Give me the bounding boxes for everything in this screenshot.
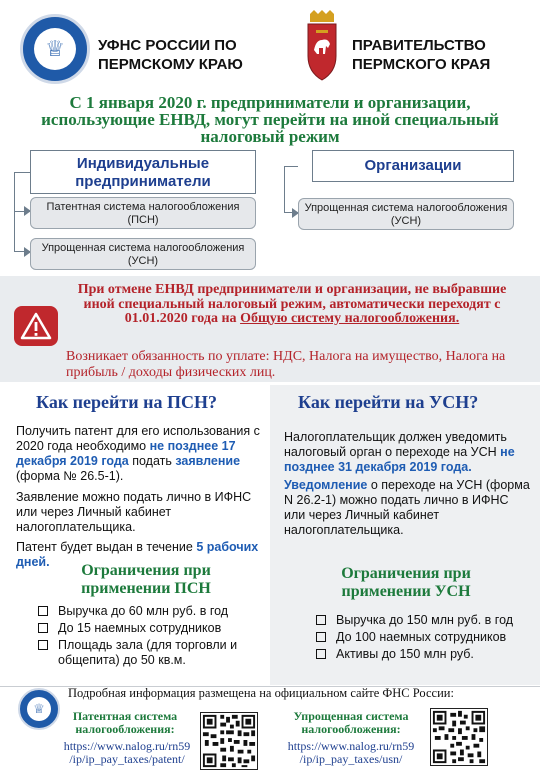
footer-info: Подробная информация размещена на официальном сайте ФНС России: — [68, 686, 454, 700]
usn-paragraph-2: Уведомление о переходе на УСН (форма N 26.2-1) можно подать лично в ИФНС или через Личный кабинет налогоплательщика. — [284, 478, 530, 537]
footer-psn-label: Патентная система налогообложения: — [72, 709, 178, 736]
warning-text — [66, 283, 518, 327]
footer-usn-url[interactable]: https://www.nalog.ru/rn59 /ip/ip_pay_taxes/usn/ — [287, 739, 415, 766]
checkbox-icon — [38, 640, 48, 650]
psn-paragraph-1: Получить патент для его использования с 2020 года необходимо не позднее 17 декабря 2019 года подать заявление (форма № 26.5-1). — [16, 424, 260, 483]
perm-coat-of-arms-icon — [302, 10, 342, 82]
list-item: Активы до 150 млн руб. — [316, 647, 532, 662]
checkbox-icon — [316, 649, 326, 659]
footer-usn-label: Упрощенная система налогообложения: — [293, 709, 409, 736]
psn-paragraph-2: Заявление можно подать лично в ИФНС или через Личный кабинет налогоплательщика. — [16, 490, 252, 534]
psn-limits-list — [38, 604, 260, 670]
ip-box-title: Индивидуальные предприниматели — [30, 150, 256, 194]
list-item: До 100 наемных сотрудников — [316, 630, 532, 645]
ip-option-usn: Упрощенная система налогообложения (УСН) — [30, 238, 256, 270]
fns-emblem-icon: ♕ — [20, 14, 90, 84]
tax-duty-text: Возникает обязанность по уплате: НДС, Налога на имущество, Налога на прибыль / доходы физических лиц. — [66, 349, 506, 380]
checkbox-icon — [316, 632, 326, 642]
list-item: Площадь зала (для торговли и общепита) до 50 кв.м. — [38, 638, 260, 668]
osn-link[interactable]: Общую систему налогообложения. — [240, 311, 460, 326]
warning-triangle-icon — [14, 306, 58, 346]
psn-paragraph-3: Патент будет выдан в течение 5 рабочих дней. — [16, 540, 259, 569]
usn-paragraph-1: Налогоплательщик должен уведомить налоговый орган о переходе на УСН не позднее 31 декабря 2019 года. — [284, 430, 515, 474]
org-connector-line — [284, 166, 298, 213]
psn-limits-heading: Ограничения при применении ПСН — [81, 562, 211, 597]
org-box-title: Организации — [312, 150, 514, 182]
psn-heading: Как перейти на ПСН? — [36, 392, 218, 412]
usn-limits-heading: Ограничения при применении УСН — [341, 565, 471, 600]
org-option-usn: Упрощенная система налогообложения (УСН) — [298, 198, 514, 230]
perm-government-title: ПРАВИТЕЛЬСТВО ПЕРМСКОГО КРАЯ — [352, 37, 491, 73]
checkbox-icon — [38, 623, 48, 633]
list-item: Выручка до 60 млн руб. в год — [38, 604, 260, 619]
ufns-title: УФНС РОССИИ ПО ПЕРМСКОМУ КРАЮ — [98, 37, 243, 73]
warning-line: При отмене ЕНВД предприниматели и организации, не выбравшие иной специальный налоговый режим, автоматически переходят с 01.01.2020 года на — [77, 282, 507, 326]
checkbox-icon — [38, 606, 48, 616]
footer-psn-url[interactable]: https://www.nalog.ru/rn59 /ip/ip_pay_taxes/patent/ — [63, 739, 191, 766]
usn-limits-list — [316, 613, 532, 664]
list-item: До 15 наемных сотрудников — [38, 621, 260, 636]
qr-code-icon[interactable] — [200, 712, 258, 770]
usn-heading: Как перейти на УСН? — [298, 392, 479, 412]
list-item: Выручка до 150 млн руб. в год — [316, 613, 532, 628]
qr-code-icon[interactable] — [430, 708, 488, 766]
checkbox-icon — [316, 615, 326, 625]
fns-emblem-icon: ♕ — [18, 688, 60, 730]
ip-option-psn: Патентная система налогообложения (ПСН) — [30, 197, 256, 229]
main-headline: С 1 января 2020 г. предприниматели и организации, использующие ЕНВД, могут перейти на иной специальный налоговый режим — [41, 93, 499, 146]
